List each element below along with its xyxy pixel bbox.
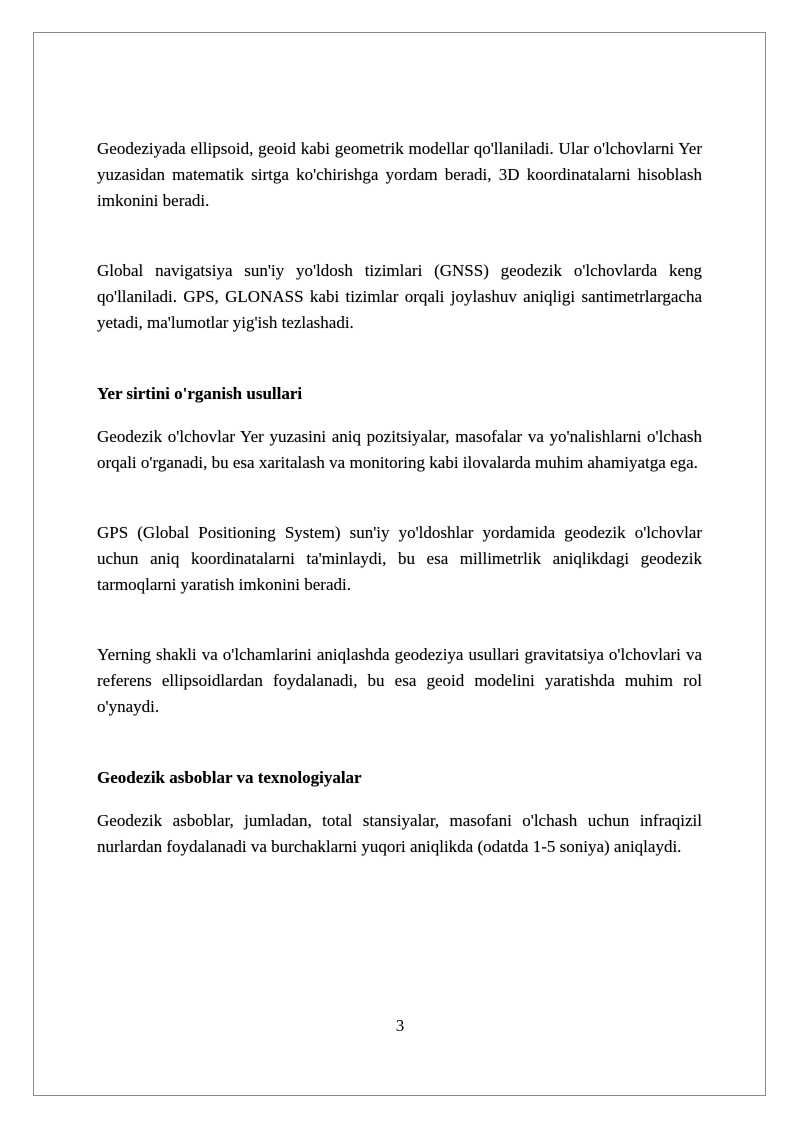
- paragraph: GPS (Global Positioning System) sun'iy yo'ldoshlar yordamida geodezik o'lchovlar uchun aniq koordinatalarni ta'minlaydi, bu esa millimetrlik aniqlikdagi geodezik tarmoqlarni yaratish imkonini beradi.: [97, 523, 702, 594]
- paragraph: Geodeziyada ellipsoid, geoid kabi geometrik modellar qo'llaniladi. Ular o'lchovlarni Yer yuzasidan matematik sirtga ko'chirishga yordam beradi, 3D koordinatalarni hisoblash imkonini beradi.: [97, 139, 702, 210]
- paragraph: Geodezik o'lchovlar Yer yuzasini aniq pozitsiyalar, masofalar va yo'nalishlarni o'lchash orqali o'rganadi, bu esa xaritalash va monitoring kabi ilovalarda muhim ahamiyatga ega.: [97, 427, 702, 472]
- section-heading: Geodezik asboblar va texnologiyalar: [97, 768, 362, 787]
- document-body: [97, 136, 702, 860]
- paragraph: Geodezik asboblar, jumladan, total stansiyalar, masofani o'lchash uchun infraqizil nurlardan foydalanadi va burchaklarni yuqori aniqlikda (odatda 1-5 soniya) aniqlaydi.: [97, 811, 702, 856]
- paragraph: Yerning shakli va o'lchamlarini aniqlashda geodeziya usullari gravitatsiya o'lchovlari va referens ellipsoidlardan foydalanadi, bu esa geoid modelini yaratishda muhim rol o'ynaydi.: [97, 645, 702, 716]
- section-heading: Yer sirtini o'rganish usullari: [97, 384, 303, 403]
- page-number: 3: [395, 1016, 405, 1035]
- paragraph: Global navigatsiya sun'iy yo'ldosh tizimlari (GNSS) geodezik o'lchovlarda keng qo'llaniladi. GPS, GLONASS kabi tizimlar orqali joylashuv aniqligi santimetrlargacha yetadi, ma'lumotlar yig'ish tezlashadi.: [97, 261, 702, 332]
